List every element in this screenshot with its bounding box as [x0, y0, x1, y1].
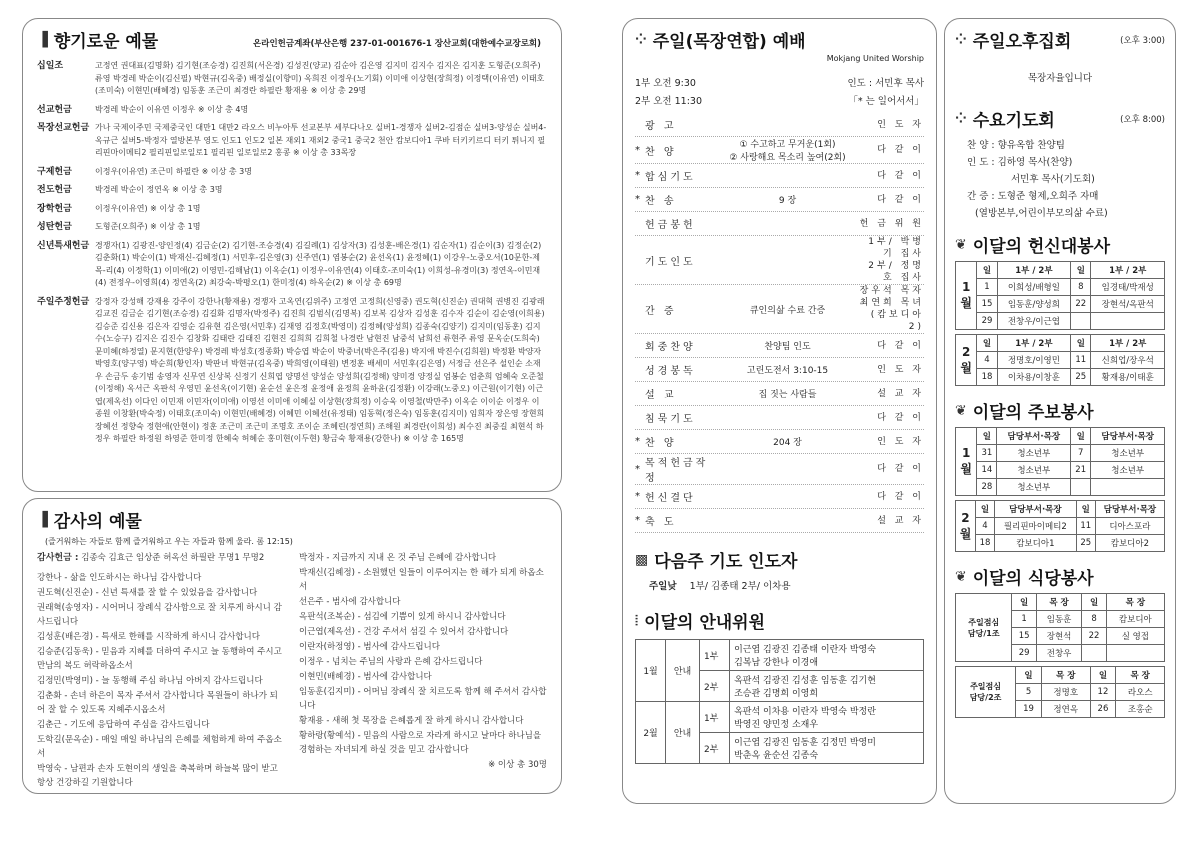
thanks-entry: 이정우 - 넘치는 주님의 사랑과 은혜 감사드립니다: [299, 657, 483, 667]
bulletin-title: 이달의 주보봉사: [972, 403, 1094, 423]
row-who: 장우석 목자 최연희 목녀 (캄보디아2): [859, 286, 924, 332]
wed-line: 찬 양 : 향유옥합 찬양팀: [967, 140, 1065, 151]
dedication-cell: 15: [977, 296, 997, 313]
leader: 인도 : 서민후 목사: [847, 78, 924, 89]
thanks-entry: 선은주 - 범사에 감사합니다: [299, 597, 401, 607]
pattern-icon: ▩: [635, 551, 649, 568]
bulletin-cell: [1071, 479, 1091, 496]
row-star: *: [635, 515, 640, 526]
bulletin-row: [956, 535, 1165, 552]
row-star: *: [635, 491, 640, 502]
dedication-cell: [1091, 313, 1165, 330]
dedication-head-cell: 일: [1071, 335, 1091, 352]
offering-label: 전도헌금: [37, 185, 72, 195]
guide-month: 2월: [636, 702, 666, 764]
wed-line: 서민후 목사(기도회): [1011, 174, 1095, 185]
bulletin-cell: 21: [1071, 462, 1091, 479]
thanks-entry: 이근엽(제옥선) - 건강 주셔서 섬길 수 있어서 감사합니다: [299, 627, 509, 637]
dedication-cell: 정명호/이영민: [997, 352, 1070, 369]
dedication-cell: 4: [977, 352, 997, 369]
row-name: 성경봉독: [645, 366, 696, 377]
offering-label: 십일조: [37, 61, 64, 71]
bulletin-cell: 청소년부: [997, 479, 1071, 496]
dedication-table: [955, 261, 1165, 330]
thanks-entry: 강한나 - 삶을 인도하시는 하나님 감사합니다: [37, 573, 202, 583]
thanks-right-col: [299, 551, 547, 791]
meal-cell: 조홍순: [1116, 701, 1165, 718]
worship-row: [635, 454, 924, 485]
dedication-cell: 25: [1071, 369, 1091, 386]
dedication-cell: 18: [977, 369, 997, 386]
thanks-entry: 김성훈(배은경) - 특새로 한해를 시작하게 하시니 감사합니다: [37, 632, 260, 642]
dedication-cell: 황재용/이태훈: [1091, 369, 1165, 386]
bulletin-head-cell: 담당부서·목장: [1095, 501, 1164, 518]
worship-row: [635, 358, 924, 382]
thanks-total: ※ 이상 총 30명: [488, 760, 547, 770]
bulletin-period: 1 월: [956, 428, 977, 496]
guide-table: [635, 639, 924, 764]
thanks-entry: 권래혁(송영자) - 시어머니 장례식 감사함으로 잘 치루게 하시니 감사드립니다: [37, 603, 282, 627]
thanks-entry: 임동훈(김지미) - 어머님 장례식 잘 치르도록 함께 해 주셔서 감사합니다: [299, 687, 547, 711]
bar-icon: ▐: [37, 31, 48, 48]
worship-row: [635, 236, 924, 285]
bulletin-table: [955, 427, 1165, 496]
meal-cell: 정명호: [1041, 684, 1090, 701]
offering-item: [37, 60, 547, 98]
row-who: 인 도 자: [877, 364, 924, 375]
afternoon-text: 목장자율입니다: [1027, 73, 1093, 84]
bulletin-head-cell: 담당부서·목장: [1091, 428, 1165, 445]
worship-row: [635, 188, 924, 212]
offerings-panel: [22, 18, 562, 492]
meal-cell: [1082, 645, 1106, 662]
thanks-entry: 권도혁(신진순) - 신년 특새를 잘 할 수 있었음을 감사합니다: [37, 588, 258, 598]
meal-cell: 1: [1012, 611, 1036, 628]
meal-cell: 26: [1090, 701, 1116, 718]
meal-cell: 라오스: [1116, 684, 1165, 701]
bulletin-row: [956, 462, 1165, 479]
bulletin-tables: [955, 427, 1165, 552]
guide-names: 옥판석 김광진 김성훈 임동훈 김기현 조승관 김명희 이영희: [730, 671, 924, 702]
row-star: *: [635, 436, 640, 447]
worship-subtitle: Mokjang United Worship: [826, 54, 924, 63]
offering-item: [37, 184, 547, 197]
leaf-icon: ❦: [955, 568, 967, 585]
offering-item: [37, 221, 547, 234]
offering-item: [37, 240, 547, 290]
meal-cell: [1106, 645, 1164, 662]
meal-cell: 임동훈: [1036, 611, 1082, 628]
worship-row: [635, 509, 924, 533]
bulletin-head-cell: 일: [977, 428, 997, 445]
meal-head-cell: 목 장: [1116, 667, 1165, 684]
worship-row: [635, 485, 924, 509]
row-who: 다 같 이: [877, 340, 924, 351]
worship-panel: [622, 18, 937, 804]
meal-cell: 장현석: [1036, 628, 1082, 645]
next-title: 다음주 기도 인도자: [654, 552, 798, 572]
row-detail: ① 수고하고 무거운(1회) ② 사랑해요 목소리 높여(2회): [729, 140, 846, 163]
thanks-entry: 옥판석(조복순) - 섬김에 기쁨이 있게 하시니 감사합니다: [299, 612, 506, 622]
dedication-head-row: [956, 262, 1165, 279]
meal-head-cell: 일: [1016, 667, 1042, 684]
bulletin-cell: 28: [977, 479, 997, 496]
thanks-entry: 도학길(문옥순) - 매일 매일 하나님의 은혜를 체험하게 하여 주옵소서: [37, 735, 282, 759]
offering-item: [37, 166, 547, 179]
meal-head-cell: 일: [1090, 667, 1116, 684]
dedication-cell: 1: [977, 279, 997, 296]
row-who: 다 같 이: [877, 194, 924, 205]
row-detail: 큐인의삶 수료 간증: [749, 305, 826, 316]
dedication-table: [955, 334, 1165, 386]
dedication-cell: [1071, 313, 1091, 330]
row-who: 다 같 이: [877, 145, 924, 155]
bulletin-head-cell: 일: [1071, 428, 1091, 445]
offering-item: [37, 104, 547, 117]
offerings-list: [37, 60, 547, 446]
row-name: 설 교: [645, 390, 677, 401]
meal-title: 이달의 식당봉사: [972, 569, 1094, 589]
leaf-icon: ❦: [955, 402, 967, 419]
meal-table: [955, 666, 1165, 718]
wed-header: [955, 106, 1055, 131]
row-name: 찬 송: [645, 196, 677, 207]
dedication-head-cell: 일: [1071, 262, 1091, 279]
offering-text: 고정연 권대표(김명화) 김기현(조승경) 김진희(서은경) 김성진(양교) 김순아 김은영 김지미 김지수 김지은 김지훈 도형준(오희주) 류영 박경레 박순이(김신필) 박현규(김옥중) 배정실(이향미) 옥희진 이정우(노기회) 이미애 이상현(장희정) 이정택(이유연) 이태호(조미숙) 이현민(배혜경) 임동훈 조근미 최경란 하필란 황재용 ※ 이상 총 29명: [95, 61, 545, 95]
wed-time: (오후 8:00): [1120, 114, 1165, 125]
dedication-head-cell: 1부 / 2부: [997, 335, 1070, 352]
meal-head-cell: 일: [1012, 594, 1036, 611]
dedication-row: [956, 296, 1165, 313]
dedication-head-cell: 일: [977, 262, 997, 279]
bulletin-cell: 청소년부: [997, 462, 1071, 479]
dedication-cell: 이희성/배형일: [997, 279, 1070, 296]
bulletin-period: 2 월: [956, 501, 976, 552]
thanks-title: 감사의 예물: [53, 512, 142, 532]
worship-row: [635, 285, 924, 334]
meal-head-row: [956, 667, 1165, 684]
guide-part: 1부: [700, 702, 730, 733]
row-detail: 9 장: [778, 196, 797, 206]
meal-cell: 29: [1012, 645, 1036, 662]
row-name: 헌금봉헌: [645, 220, 696, 231]
meal-table: [955, 593, 1165, 662]
bulletin-row: [956, 518, 1165, 535]
offering-label: 목장선교헌금: [37, 123, 90, 133]
row-who: 헌 금 위 원: [859, 218, 924, 229]
dedication-row: [956, 352, 1165, 369]
thanks-header: [37, 507, 547, 532]
offering-label: 선교헌금: [37, 104, 72, 115]
row-name: 침묵기도: [645, 414, 696, 425]
bulletin-cell: 청소년부: [1091, 462, 1165, 479]
afternoon-header: [955, 27, 1071, 52]
dedication-cell: 임경태/박재성: [1091, 279, 1165, 296]
worship-row: [635, 406, 924, 430]
dedication-header: [955, 232, 1165, 257]
dots-icon: ⁘: [955, 110, 967, 127]
bulletin-cell: 필리핀마이메티2: [995, 518, 1077, 535]
meal-head-cell: 목 장: [1036, 594, 1082, 611]
bulletin-head-row: [956, 501, 1165, 518]
bulletin-header: [955, 398, 1165, 423]
next-header: [635, 547, 924, 572]
thanks-entry: 황재용 - 새해 첫 목장을 은혜롭게 잘 하게 하시니 감사합니다: [299, 716, 524, 726]
stand-note: 「* 는 일어서서」: [848, 96, 924, 107]
next-text: 1부/ 김종태 2부/ 이차용: [689, 581, 791, 592]
pattern-icon: ⦙: [635, 612, 639, 629]
meal-head-cell: 목 장: [1106, 594, 1164, 611]
offering-label: 주일주정헌금: [37, 296, 90, 307]
meal-head-cell: 목 장: [1041, 667, 1090, 684]
guide-title: 이달의 안내위원: [644, 613, 766, 633]
dedication-tables: [955, 261, 1165, 386]
guide-part: 2부: [700, 671, 730, 702]
dedication-cell: 장현석/옥판석: [1091, 296, 1165, 313]
wed-title: 수요기도회: [972, 111, 1055, 131]
bulletin-cell: 청소년부: [997, 445, 1071, 462]
offering-item: [37, 122, 547, 160]
bulletin-head-cell: 일: [1076, 501, 1095, 518]
row-who: 다 같 이: [877, 412, 924, 423]
wed-lines: [967, 137, 1165, 222]
offering-text: 도형준(오희주) ※ 이상 총 1명: [95, 222, 201, 231]
dedication-period: 1 월: [956, 262, 977, 330]
wed-line: 인 도 : 김하영 목사(찬양): [967, 157, 1073, 168]
row-name: 찬 양: [645, 438, 677, 449]
offering-text: 이정우(이유연) 조근미 하필란 ※ 이상 총 3명: [95, 166, 252, 176]
bulletin-head-row: [956, 428, 1165, 445]
afternoon-title: 주일오후집회: [972, 32, 1072, 52]
worship-title: 주일(목장연합) 예배: [652, 32, 806, 52]
dedication-cell: 29: [977, 313, 997, 330]
thanks-entry: 김정민(박영미) - 늘 동행해 주심 하나님 아버지 감사드립니다: [37, 676, 263, 686]
worship-header: [635, 27, 924, 52]
guide-row: [636, 702, 924, 733]
offering-item: [37, 203, 547, 216]
row-name: 기도인도: [645, 256, 696, 268]
thanks-verse: (즐거워하는 자들로 함께 즐거워하고 우는 자들과 함께 울라. 롬 12:15): [45, 537, 293, 546]
dots-icon: ⁘: [955, 31, 967, 48]
meal-cell: 전창우: [1036, 645, 1082, 662]
guide-part: 2부: [700, 733, 730, 764]
offering-text: 박경레 박순이 이유연 이정우 ※ 이상 총 4명: [95, 104, 249, 114]
dedication-cell: 전창우/이근엽: [997, 313, 1070, 330]
row-detail: 집 짓는 사람들: [758, 390, 817, 400]
row-name: 광 고: [645, 121, 677, 132]
bulletin-row: [956, 445, 1165, 462]
meal-period: 주일점심 담당/2조: [956, 667, 1016, 718]
offering-text: 박경레 박순이 정연옥 ※ 이상 총 3명: [95, 185, 223, 194]
row-name: 간 증: [645, 305, 677, 317]
right-panel: [944, 18, 1176, 804]
dedication-cell: 11: [1071, 352, 1091, 369]
guide-header: [635, 608, 924, 633]
row-star: *: [635, 463, 640, 475]
worship-row: [635, 137, 924, 164]
guide-role: 안내: [666, 702, 700, 764]
dedication-head-cell: 1부 / 2부: [1091, 262, 1165, 279]
meal-cell: 정연옥: [1041, 701, 1090, 718]
bulletin-cell: 11: [1076, 518, 1095, 535]
dedication-cell: 이차용/이창훈: [997, 369, 1070, 386]
offering-text: 이정우(이유연) ※ 이상 총 1명: [95, 203, 201, 213]
meal-cell: 12: [1090, 684, 1116, 701]
row-who: 설 교 자: [877, 515, 924, 526]
guide-row: [636, 640, 924, 671]
thanks-entry: 박영숙 - 남편과 손자 도현이의 생일을 축복하며 하늘복 많이 받고 항상 건강하길 기원합니다: [37, 764, 278, 788]
row-name: 찬 양: [645, 146, 677, 158]
offering-label: 성탄헌금: [37, 222, 72, 232]
thanks-head-label: 감사헌금 :: [37, 553, 79, 563]
row-who: 설 교 자: [877, 388, 924, 399]
meal-header: [955, 564, 1165, 589]
dedication-cell: 임동훈/양성희: [997, 296, 1070, 313]
worship-row: [635, 113, 924, 137]
guide-role: 안내: [666, 640, 700, 702]
row-name: 회중찬양: [645, 342, 696, 353]
row-detail: 찬양팀 인도: [764, 342, 811, 352]
bulletin-cell: 25: [1076, 535, 1095, 552]
thanks-panel: [22, 498, 562, 794]
thanks-head-text: 김종숙 김효근 임상준 허옥선 하필란 무명1 무명2: [81, 553, 265, 563]
bulletin-row: [956, 479, 1165, 496]
meal-cell: 22: [1082, 628, 1106, 645]
row-star: *: [635, 144, 640, 156]
guide-names: 옥판석 이차용 이란자 박영숙 박정란 박영진 양민정 소재우: [730, 702, 924, 733]
time-1: 1부 오전 9:30: [635, 78, 696, 89]
guide-names: 이근엽 김광진 김종태 이란자 박영숙 김복남 강한나 이경애: [730, 640, 924, 671]
row-who: 1부/ 박병기 집사 2부/ 정명호 집사: [868, 237, 924, 283]
worship-row: [635, 334, 924, 358]
offering-text: 강정자 강성해 강재용 강주이 강한나(황재용) 경쟁자 고옥연(김위주) 고정연 고정희(신영중) 권도혁(신진순) 권대혁 권병진 김광래 김교진 김금순 김기현(조승경) 김길화 김명자(박정주) 김진희 김범식(김명복) 김보복 김상자 김성훈 김수자 김순이 김순영(이희용) 김승준 김신용 김은자 김영순 김유현 김은영(서민후) 김재영 김정호(박영미) 김정혜(양성희) 김종숙(김양기) 김지미(임동훈) 김지수(노승구) 김지은 김진수 김창화 김태란 김태진 김현진 김희희 김희철 나경란 남현진 남중석 남희선 류현주 류영 문옥순(도희숙) 문미혜(하정열) 문지현(한양우) 박경레 박성호(정종화) 박승엽 박순이 박중녀(박은주(김용) 박지애 박진수(김희원) 박정환 박양자 박영호(양구영) 박순희(황인자) 박판녀 박현규(김옥중) 박희영(이태원) 변정훈 배세미 서민후(김은영) 서정금 선은주 설인순 소재우 손금두 송기범 송영자 신무연 신상복 신정기 신희엽 양명선 양성순 양성희(김정해) 양미경 양정실 엄봉순 엄춘희 엄혜숙 오준철(이정해) 옥서근 옥판석 우영민 윤선옥(이기현) 윤순선 윤은정 윤정애 윤정희 윤하윤(김정환) 이강래(노중오) 이근원(이기현) 이근엽(제옥선) 이다인 이민재 이민자(이미애) 이영선 이미애 이혜실 이상현(장희정) 이승욱 이영철(박만주) 이옥순 이이순 이정우 이종원 이창환(박숙정) 이태호(조미숙) 이현민(배혜경) 이혜민 이혜선(유정태) 임동혁(정은숙) 임동훈(김지미) 임희자 장은영 장현희 장혜선 정향숙 정현애(안현이) 정훈 조근미 조근미 조명호 조이순 조혜린(정연희) 조해원 최경란(이희성) 최수진 최중길 최현석 하정우 하필란 하정원 하영준 한미정 한혜숙 허혜순 홍미현(이두현) 황금숙 황재용(강한나) ※ 이상 총 165명: [95, 296, 545, 443]
meal-cell: 8: [1082, 611, 1106, 628]
offering-text: 경쟁자(1) 김광진-양인정(4) 김금순(2) 김기현-조승경(4) 김길례(1) 김상자(3) 김성훈-배은경(1) 김순자(1) 김순이(3) 김정순(2) 김춘화(1) 박순이(1) 박재신-김혜정(1) 서민후-김은영(3) 신주연(1) 염봉순(2) 윤선옥(1) 윤정혜(1) 이강우-노중오서(10문한-제목-리(4) 이정학(1) 이미애(2) 이영민-김해남(1) 이옥순(1) 이정우-이유연(4) 이태호-조미숙(1) 이희성-유경미(3) 정연옥-이민재(4) 전정우-이영희(4) 정연옥(2) 최강숙-박평오(1) 한미정(4) 하옥순(2) ※ 이상 총 69명: [95, 240, 542, 287]
bulletin-cell: 캄보디아2: [1095, 535, 1164, 552]
wed-line: 간 증 : 도형준 형제,오희주 자매: [967, 191, 1099, 202]
bulletin-cell: 31: [977, 445, 997, 462]
worship-row: [635, 430, 924, 454]
bulletin-cell: 4: [975, 518, 994, 535]
bulletin-head-cell: 담당부서·목장: [997, 428, 1071, 445]
row-star: *: [635, 194, 640, 205]
dedication-row: [956, 313, 1165, 330]
dedication-head-cell: 1부 / 2부: [1091, 335, 1165, 352]
meal-cell: 5: [1016, 684, 1042, 701]
meal-period: 주일점심 담당/1조: [956, 594, 1012, 662]
next-label: 주일낮: [649, 581, 677, 592]
dedication-period: 2 월: [956, 335, 977, 386]
guide-part: 1부: [700, 640, 730, 671]
wed-line: (열방본부,어린이부모의삶 수료): [975, 208, 1108, 219]
thanks-entry: 김춘근 - 기도에 응답하여 주심을 감사드립니다: [37, 720, 210, 730]
thanks-entry: 황하랑(황예석) - 믿음의 사람으로 자라게 하시고 날마다 하나님을 경험하는 자녀되게 하실 것을 믿고 감사합니다: [299, 731, 542, 755]
row-name: 축 도: [645, 517, 677, 528]
row-who: 다 같 이: [877, 491, 924, 502]
thanks-entry: 김승준(김동욱) - 믿음과 지혜를 더하여 주시고 늘 동행하여 주시고 만남의 복도 허락하옵소서: [37, 647, 282, 671]
thanks-entry: 이란자(하정영) - 범사에 감사드립니다: [299, 642, 440, 652]
bar-icon: ▐: [37, 511, 48, 528]
afternoon-time: (오후 3:00): [1120, 35, 1165, 46]
offering-label: 신년특새헌금: [37, 240, 90, 251]
offering-text: 가나 국제이주민 국제중국인 대만1 대만2 라오스 비누아투 선교본부 세부다나오 실버1-경쟁자 실버2-김점순 실버3-양성순 실버4-옥규근 실버5-박정자 열방본부 영도 인도1 인도2 일본 재외1 재외2 중국1 중국2 천안 캄보디아1 쿠바 터키키르디 터키 튀니지 필리핀마이메티2 필리핀일로일로1 필리핀 일로일로2 홍콩 ※ 이상 총 33목장: [95, 123, 547, 157]
meal-tables: [955, 593, 1165, 718]
row-detail: 고린도전서 3:10-15: [746, 366, 829, 376]
meal-cell: 실 영접: [1106, 628, 1164, 645]
dedication-head-cell: 일: [977, 335, 997, 352]
guide-names: 이근엽 김광진 임동훈 김정민 박영미 박춘옥 윤순선 김종숙: [730, 733, 924, 764]
row-detail: 204 장: [773, 438, 802, 448]
dedication-row: [956, 369, 1165, 386]
bulletin-cell: 7: [1071, 445, 1091, 462]
row-who: 다 같 이: [877, 170, 924, 181]
thanks-entry: 박재신(김혜정) - 소원했던 일들이 이루어지는 한 해가 되게 하옵소서: [299, 568, 544, 592]
bulletin-cell: 청소년부: [1091, 445, 1165, 462]
dots-icon: ⁘: [635, 31, 647, 48]
dedication-title: 이달의 헌신대봉사: [972, 237, 1111, 257]
thanks-left-col: [37, 551, 285, 791]
dedication-cell: 22: [1071, 296, 1091, 313]
bulletin-cell: 캄보디아1: [995, 535, 1077, 552]
dedication-cell: 신희업/장우석: [1091, 352, 1165, 369]
dedication-head-row: [956, 335, 1165, 352]
dedication-row: [956, 279, 1165, 296]
offering-item: [37, 296, 547, 446]
bulletin-cell: 18: [975, 535, 994, 552]
row-name: 합심기도: [645, 172, 696, 183]
row-star: *: [635, 170, 640, 181]
row-name: 목적헌금작정: [645, 458, 709, 484]
thanks-entry: 이현민(배혜경) - 범사에 감사합니다: [299, 672, 432, 682]
thanks-entry: 박정자 - 지금까지 지내 온 것 주님 은혜에 감사합니다: [299, 553, 497, 563]
meal-cell: 15: [1012, 628, 1036, 645]
bulletin-cell: 14: [977, 462, 997, 479]
offering-label: 구제헌금: [37, 166, 72, 177]
row-who: 다 같 이: [877, 464, 924, 474]
bulletin-cell: 디아스포라: [1095, 518, 1164, 535]
guide-month: 1월: [636, 640, 666, 702]
meal-cell: 캄보디아: [1106, 611, 1164, 628]
meal-head-cell: 일: [1082, 594, 1106, 611]
thanks-entry: 김춘화 - 손녀 하은이 목자 주셔서 감사합니다 목원들이 하나가 되어 잘 할 수 있도록 지혜주시옵소서: [37, 691, 278, 715]
worship-order: [635, 113, 924, 533]
meal-cell: 19: [1016, 701, 1042, 718]
bulletin-cell: [1091, 479, 1165, 496]
row-name: 헌신결단: [645, 493, 696, 504]
worship-row: [635, 382, 924, 406]
row-who: 인 도 자: [877, 119, 924, 130]
leaf-icon: ❦: [955, 236, 967, 253]
bulletin-table: [955, 500, 1165, 552]
worship-row: [635, 212, 924, 236]
meal-head-row: [956, 594, 1165, 611]
dedication-head-cell: 1부 / 2부: [997, 262, 1070, 279]
offerings-title: 향기로운 예물: [53, 32, 159, 52]
offering-label: 장학헌금: [37, 203, 72, 214]
account-info: 온라인헌금계좌(부산은행 237-01-001676-1 장산교회(대한예수교장로회): [253, 39, 541, 49]
bulletin-head-cell: 담당부서·목장: [995, 501, 1077, 518]
worship-row: [635, 164, 924, 188]
bulletin-head-cell: 일: [975, 501, 994, 518]
dedication-cell: 8: [1071, 279, 1091, 296]
row-who: 인 도 자: [877, 436, 924, 447]
time-2: 2부 오전 11:30: [635, 96, 702, 107]
